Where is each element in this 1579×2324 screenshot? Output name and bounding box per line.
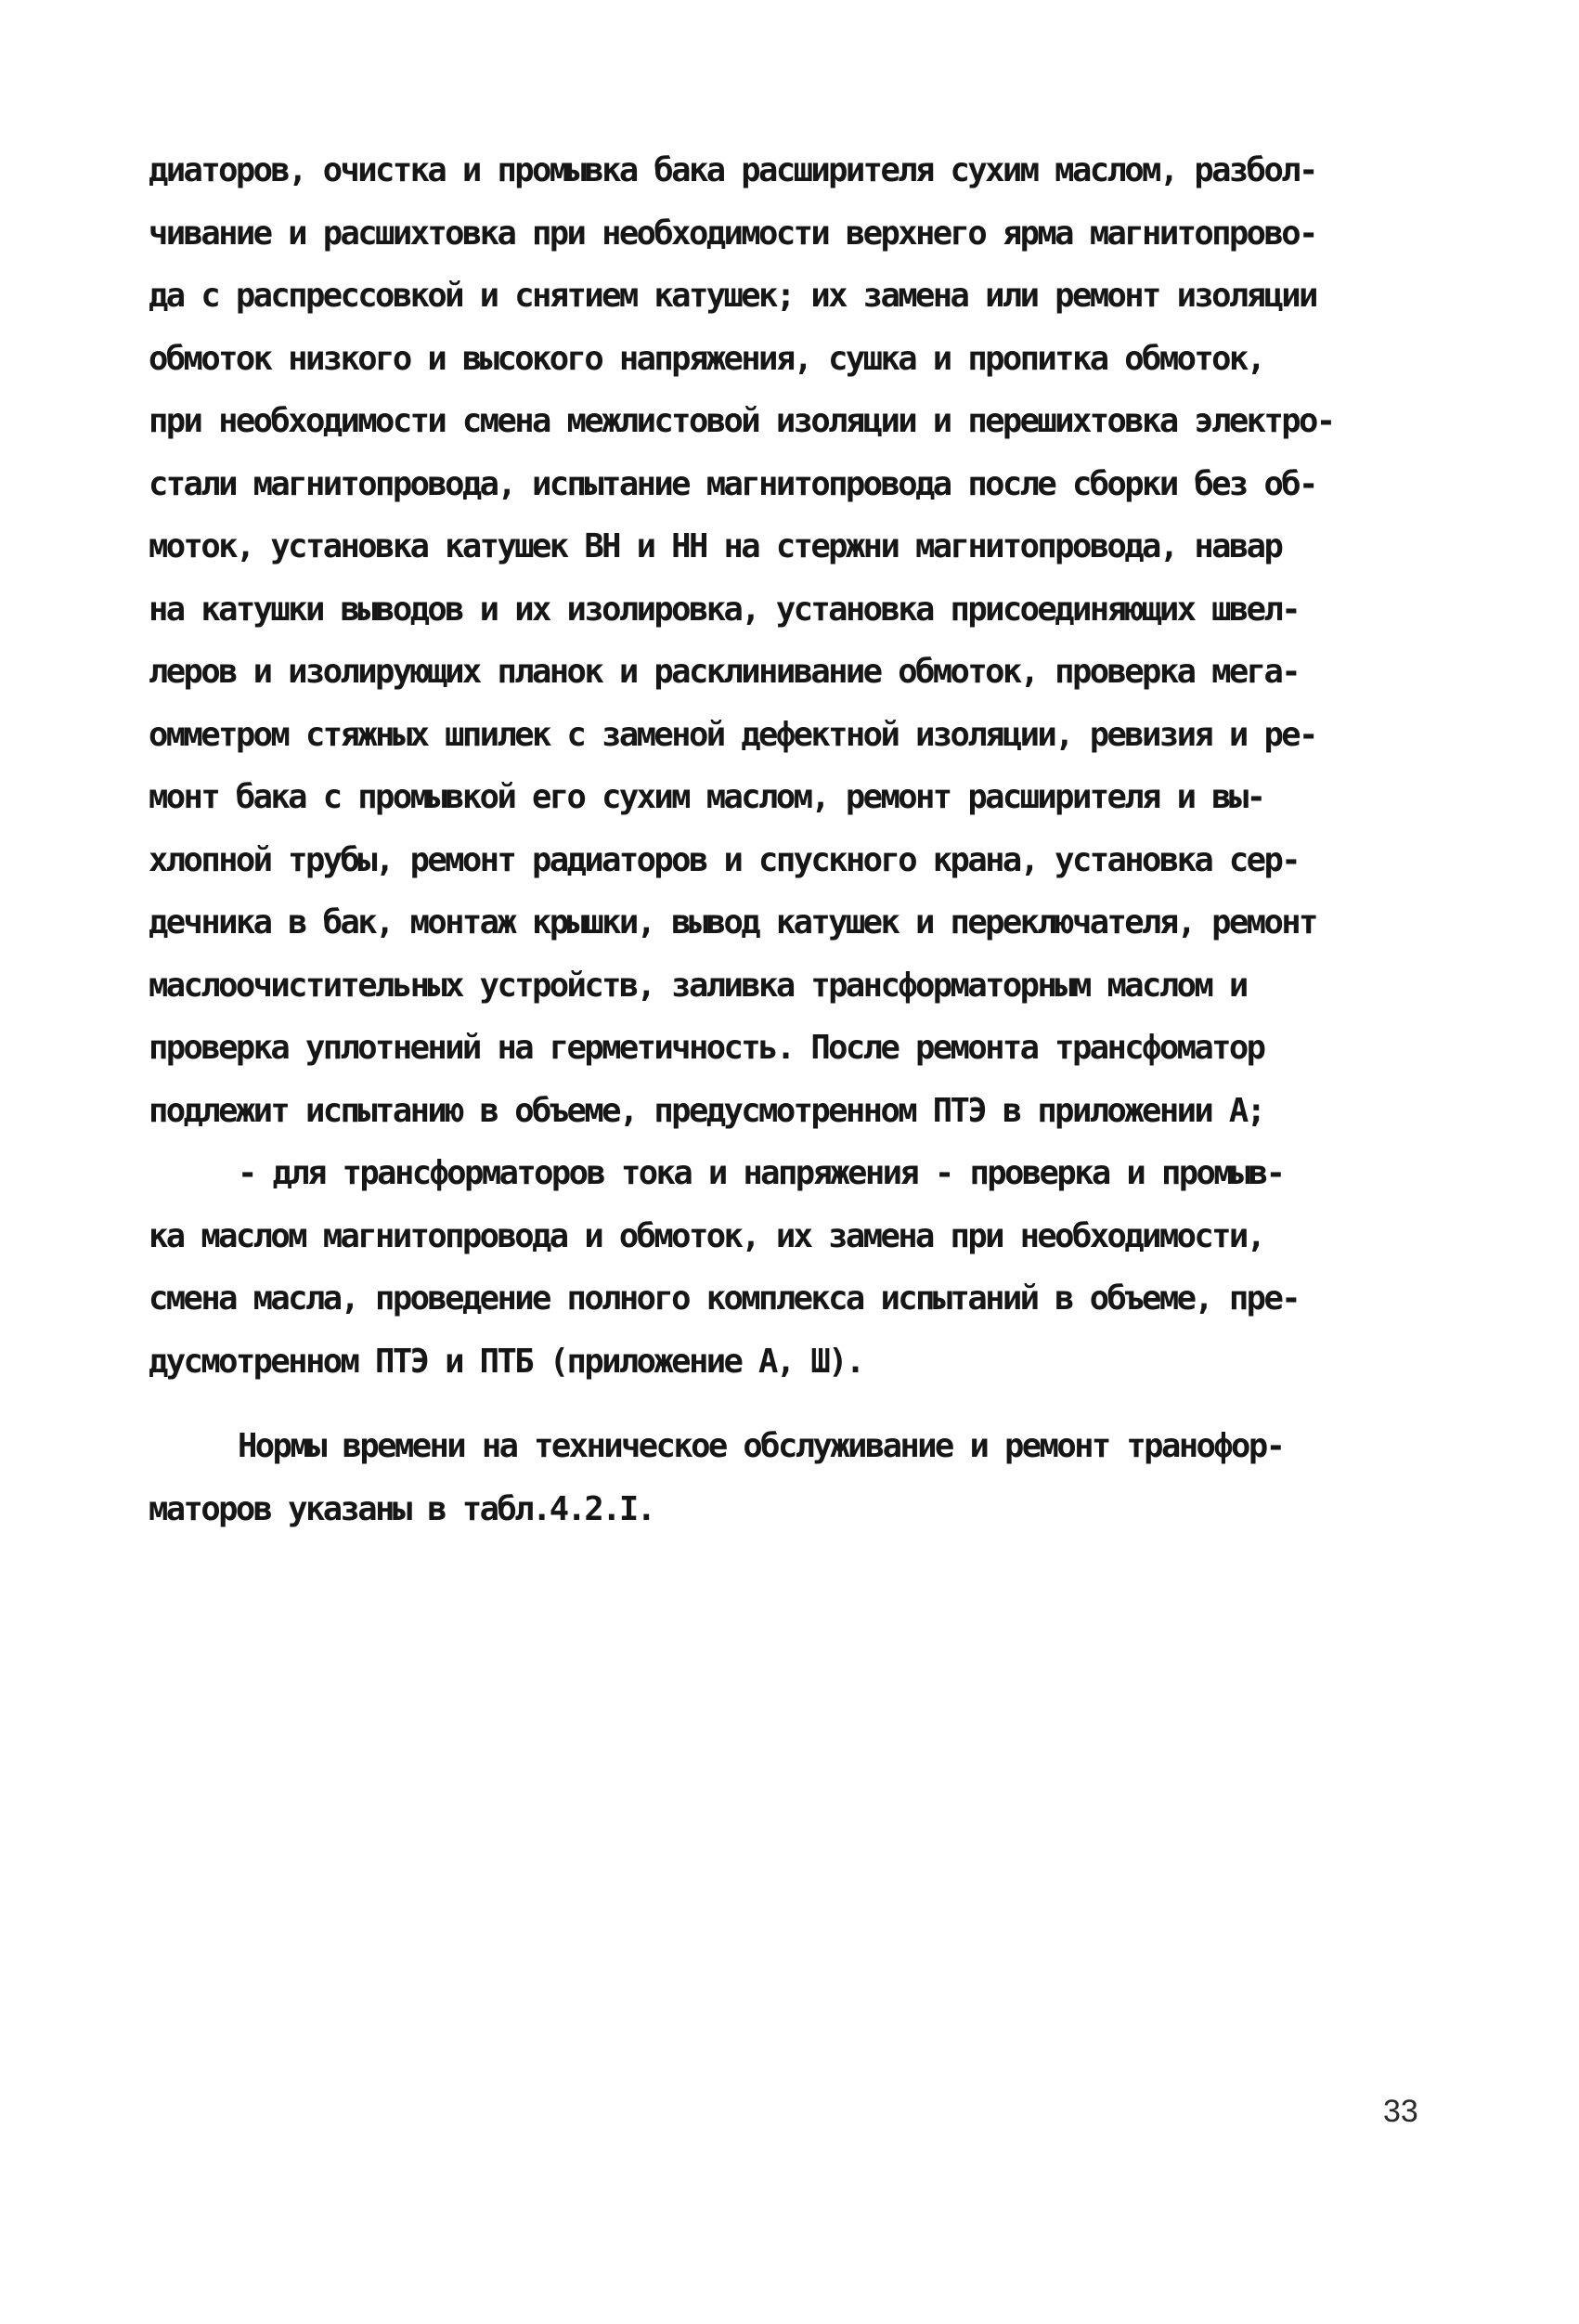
text-line: проверка уплотнений на герметичность. После ремонта трансфоматор <box>149 1029 1264 1067</box>
paragraph-2 <box>149 1142 1448 1393</box>
text-line: маторов указаны в табл.4.2.I. <box>149 1489 654 1528</box>
text-line: моток, установка катушек ВН и НН на стержни магнитопровода, навар <box>149 527 1282 565</box>
text-line: смена масла, проведение полного комплекса испытаний в объеме, пре- <box>149 1279 1300 1318</box>
text-line: - для трансформаторов тока и напряжения - проверка и промыв- <box>238 1154 1284 1192</box>
text-line: дусмотренном ПТЭ и ПТБ (приложение А, Ш). <box>149 1342 863 1381</box>
text-line: обмоток низкого и высокого напряжения, сушка и пропитка обмоток, <box>149 339 1264 378</box>
text-line: подлежит испытанию в объеме, предусмотренном ПТЭ в приложении А; <box>149 1091 1264 1130</box>
text-line: леров и изолирующих планок и расклинивание обмоток, проверка мега- <box>149 653 1300 691</box>
text-line: дечника в бак, монтаж крышки, вывод катушек и переключателя, ремонт <box>149 903 1316 941</box>
text-line: омметром стяжных шпилек с заменой дефектной изоляции, ревизия и ре- <box>149 715 1316 754</box>
text-line: да с распрессовкой и снятием катушек; их замена или ремонт изоляции <box>149 277 1316 315</box>
paragraph-3 <box>149 1415 1448 1540</box>
text-line: ка маслом магнитопровода и обмоток, их замена при необходимости, <box>149 1216 1264 1255</box>
text-line: чивание и расшихтовка при необходимости верхнего ярма магнитопрово- <box>149 214 1316 253</box>
text-line: хлопной трубы, ремонт радиаторов и спускного крана, установка сер- <box>149 840 1300 879</box>
text-line: Нормы времени на техническое обслуживание и ремонт транофор- <box>238 1427 1284 1465</box>
body-text <box>149 139 1448 1540</box>
text-line: монт бака с промывкой его сухим маслом, ремонт расширителя и вы- <box>149 778 1264 816</box>
paragraph-gap <box>149 1393 1448 1415</box>
text-line: маслоочистительных устройств, заливка трансформаторным маслом и <box>149 966 1247 1005</box>
text-line: при необходимости смена межлистовой изоляции и перешихтовка электро- <box>149 402 1334 440</box>
text-line: на катушки выводов и их изолировка, установка присоединяющих швел- <box>149 590 1300 629</box>
page-number: 33 <box>1383 2094 1418 2129</box>
text-line: стали магнитопровода, испытание магнитопровода после сборки без об- <box>149 464 1316 503</box>
text-line: диаторов, очистка и промывка бака расширителя сухим маслом, разбол- <box>149 151 1316 189</box>
paragraph-1 <box>149 139 1448 1142</box>
